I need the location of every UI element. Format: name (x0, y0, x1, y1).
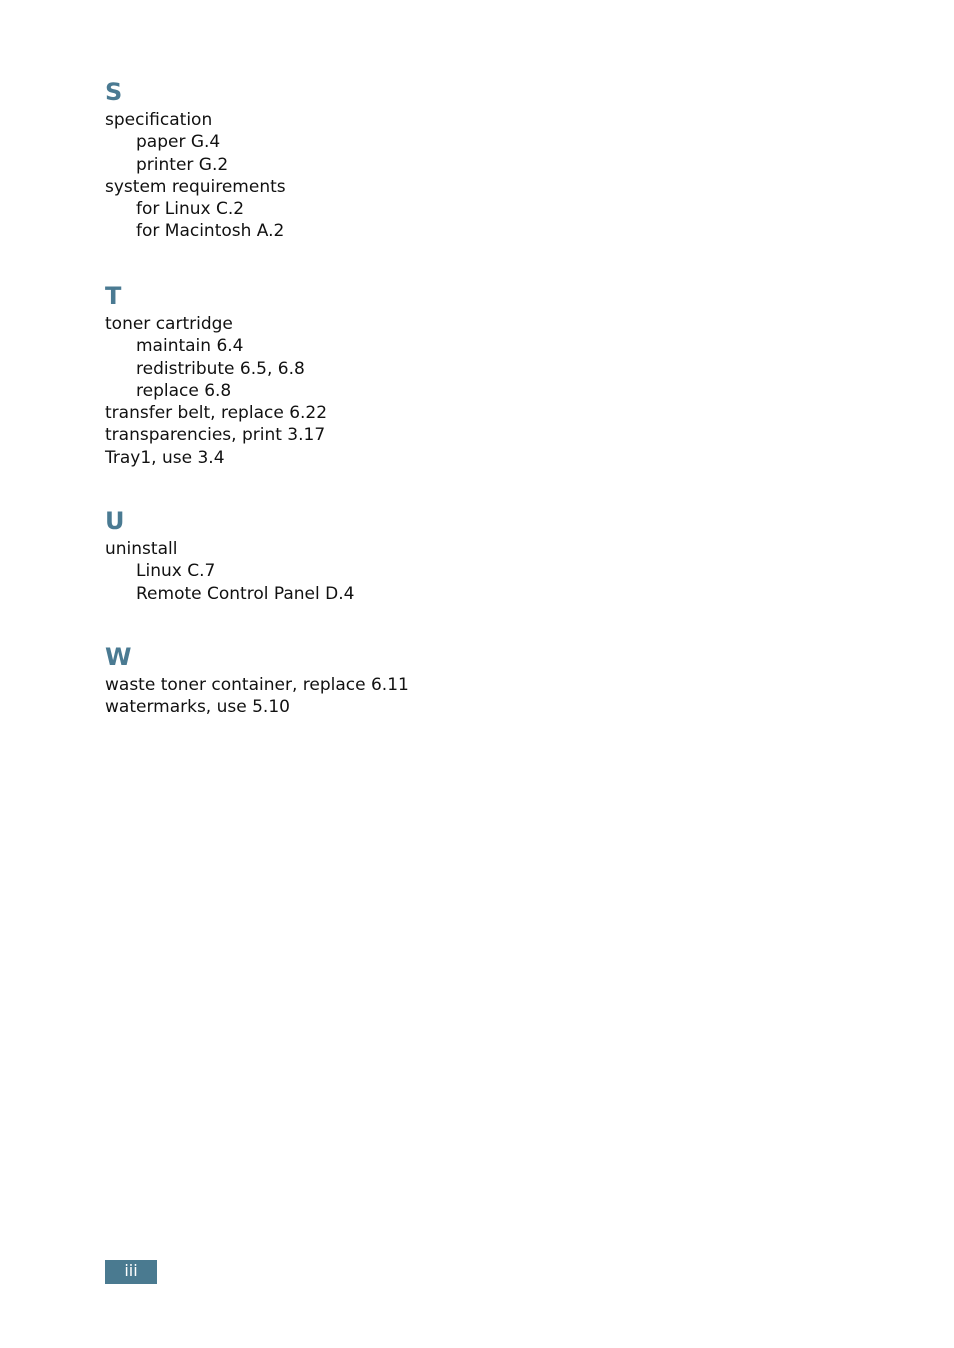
index-entry: toner cartridge (105, 314, 233, 334)
index-subentry: Linux C.7 (136, 561, 216, 582)
index-subentry: printer G.2 (136, 154, 229, 175)
section-letter-heading: S (105, 78, 123, 106)
index-subentry: maintain 6.4 (136, 336, 244, 357)
index-section-u (105, 508, 354, 605)
index-subentry: for Linux C.2 (136, 199, 245, 220)
index-subentry: redistribute 6.5, 6.8 (136, 358, 305, 379)
index-section-t (105, 283, 327, 469)
section-letter-heading: W (105, 643, 132, 671)
section-letter-heading: T (105, 282, 122, 310)
index-entry: transfer belt, replace 6.22 (105, 403, 328, 424)
index-entry: transparencies, print 3.17 (105, 425, 326, 446)
index-section-w (105, 644, 409, 719)
index-subentry: Remote Control Panel D.4 (136, 583, 355, 604)
index-entry: specification (105, 110, 213, 130)
index-entry: waste toner container, replace 6.11 (105, 675, 409, 695)
section-letter-heading: U (105, 507, 125, 535)
index-entry: Tray1, use 3.4 (105, 447, 225, 468)
page-number: iii (105, 1260, 157, 1284)
index-section-s (105, 79, 286, 243)
index-subentry: for Macintosh A.2 (136, 221, 285, 242)
index-entry: uninstall (105, 539, 178, 559)
index-subentry: paper G.4 (136, 132, 221, 153)
index-entry: system requirements (105, 176, 286, 197)
index-entry: watermarks, use 5.10 (105, 697, 290, 718)
index-subentry: replace 6.8 (136, 380, 232, 401)
